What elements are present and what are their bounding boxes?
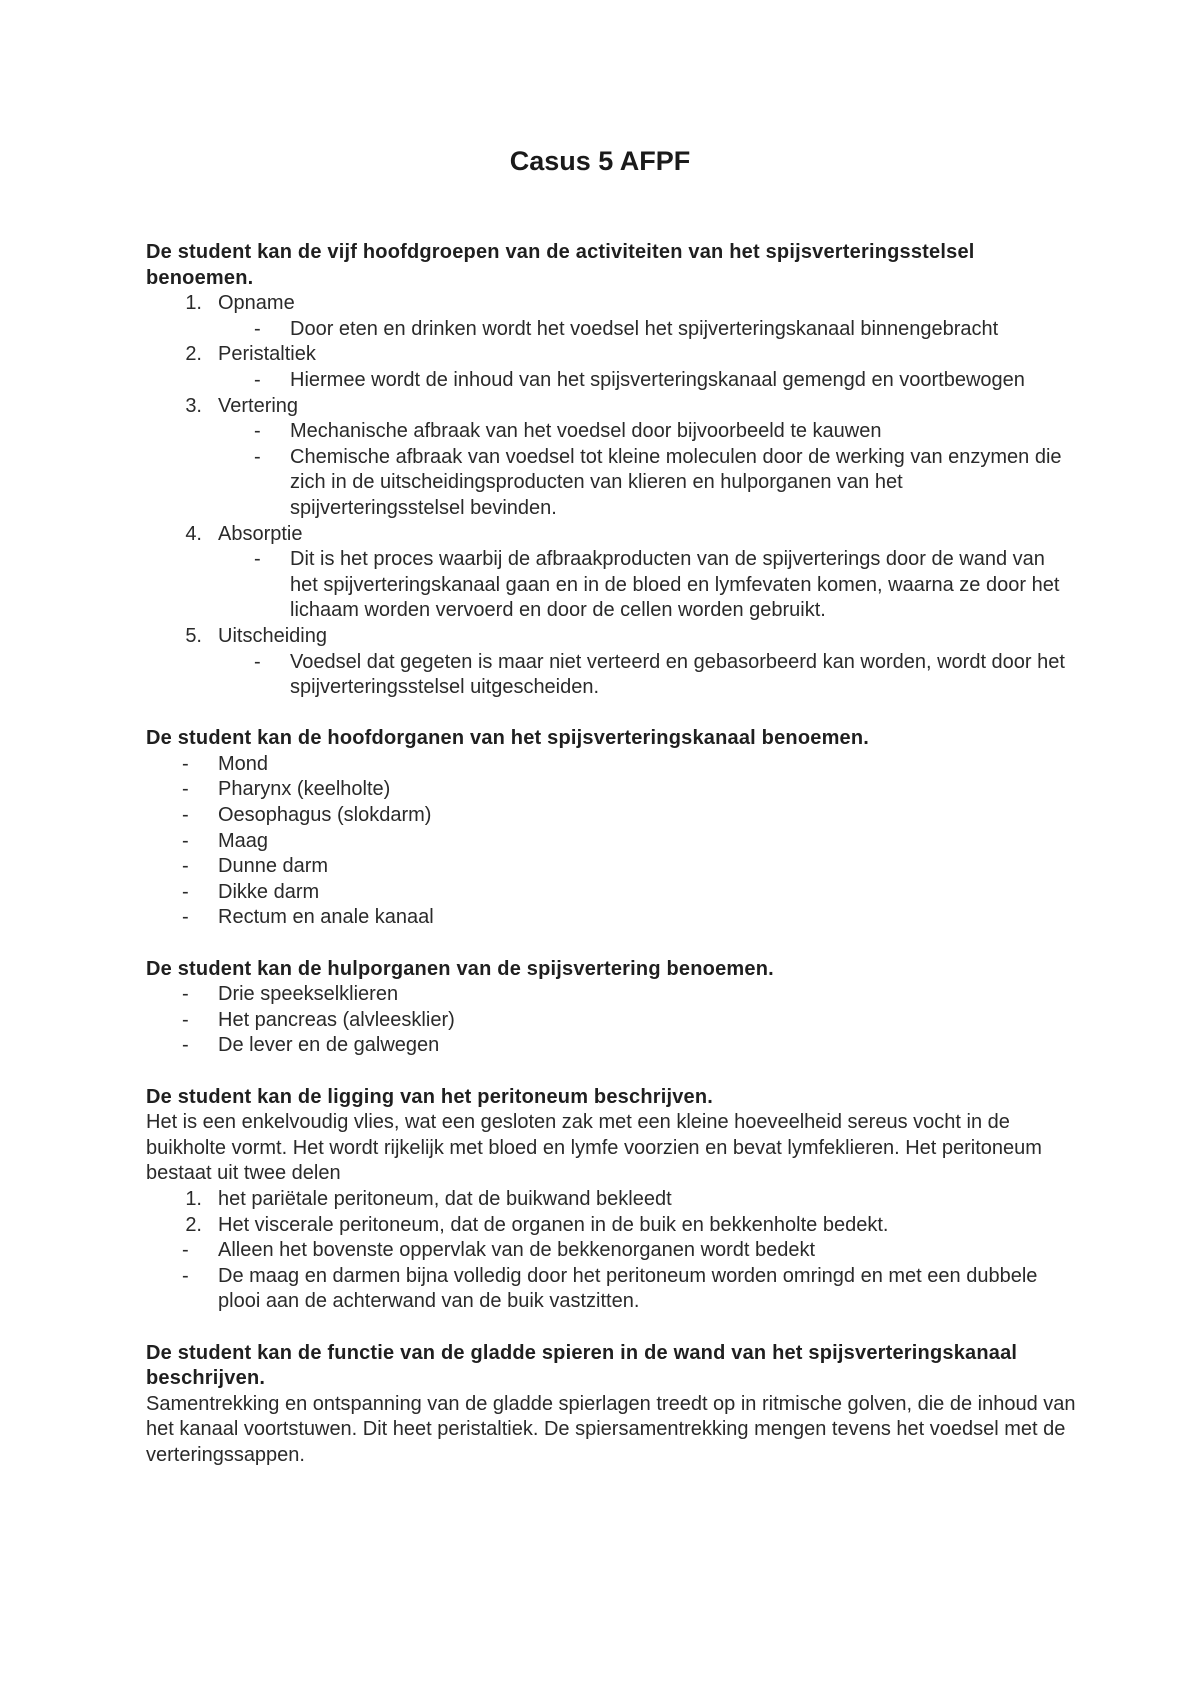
list-item-text: Alleen het bovenste oppervlak van de bekkenorganen wordt bedekt: [218, 1239, 816, 1262]
list-item-text: De maag en darmen bijna volledig door het peritoneum worden omringd en met een dubbele plooi aan de achterwand van de buik vastzitten.: [218, 1264, 1038, 1313]
list-item: [146, 394, 1076, 420]
list-item-text: Dikke darm: [218, 880, 320, 903]
section-heading-smooth-muscle: De student kan de functie van de gladde spieren in de wand van het spijsverteringskanaal beschrijven.: [146, 1341, 1018, 1390]
sub-item-text: Hiermee wordt de inhoud van het spijsverteringskanaal gemengd en voortbewogen: [290, 368, 1025, 391]
list-item-text: De lever en de galwegen: [218, 1034, 440, 1057]
list-item: [146, 777, 1076, 803]
list-item: [146, 1238, 1076, 1264]
dash-bullet: -: [182, 880, 189, 903]
dash-bullet: -: [254, 445, 261, 468]
paragraph: Het is een enkelvoudig vlies, wat een gesloten zak met een kleine hoeveelheid sereus vocht in de buikholte vormt. Het wordt rijkelijk met bloed en lymfe voorzien en bevat lymfeklieren. Het peritoneum bestaat uit twee delen: [146, 1111, 1042, 1185]
list-item: [146, 291, 1076, 317]
list-item: [146, 1187, 1076, 1213]
sub-item: [146, 445, 1076, 522]
document-body: [146, 240, 1076, 1469]
sub-item-text: Mechanische afbraak van het voedsel door bijvoorbeeld te kauwen: [290, 420, 882, 443]
paragraph: Samentrekking en ontspanning van de gladde spierlagen treedt op in ritmische golven, die de inhoud van het kanaal voortstuwen. Dit heet peristaltiek. De spiersamentrekking mengen tevens het voedsel met de verteringssappen.: [146, 1392, 1076, 1466]
list-number: 4.: [185, 522, 202, 545]
list-item: [146, 1264, 1076, 1315]
list-number: 2.: [185, 343, 202, 366]
list-number: 3.: [185, 394, 202, 417]
list-item-label: Absorptie: [218, 522, 303, 545]
list-item-text: Maag: [218, 829, 269, 852]
section-heading-peritoneum: De student kan de ligging van het peritoneum beschrijven.: [146, 1085, 714, 1108]
list-item: [146, 1213, 1076, 1239]
list-item-label: Opname: [218, 292, 295, 315]
dash-bullet: -: [182, 906, 189, 929]
section-heading-main-organs: De student kan de hoofdorganen van het spijsverteringskanaal benoemen.: [146, 727, 870, 750]
list-item: [146, 1008, 1076, 1034]
sub-item: [146, 650, 1076, 701]
dash-bullet: -: [182, 829, 189, 852]
dash-bullet: -: [254, 317, 261, 340]
dash-bullet: -: [182, 778, 189, 801]
list-item-text: Drie speekselklieren: [218, 983, 399, 1006]
dash-bullet: -: [254, 650, 261, 673]
sub-item: [146, 419, 1076, 445]
list-item-label: Peristaltiek: [218, 343, 316, 366]
dash-bullet: -: [182, 1008, 189, 1031]
dash-bullet: -: [254, 368, 261, 391]
list-item-text: Pharynx (keelholte): [218, 778, 391, 801]
dash-bullet: -: [254, 420, 261, 443]
list-item-label: het pariëtale peritoneum, dat de buikwand bekleedt: [218, 1187, 672, 1210]
dash-bullet: -: [182, 1264, 189, 1287]
section-heading-accessory-organs: De student kan de hulporganen van de spijsvertering benoemen.: [146, 957, 774, 980]
list-item-text: Mond: [218, 752, 269, 775]
section-heading-activities: De student kan de vijf hoofdgroepen van de activiteiten van het spijsverteringsstelsel benoemen.: [146, 241, 975, 289]
list-item: [146, 854, 1076, 880]
list-item-label: Uitscheiding: [218, 624, 327, 647]
dash-bullet: -: [182, 804, 189, 827]
list-item-label: Het viscerale peritoneum, dat de organen in de buik en bekkenholte bedekt.: [218, 1213, 889, 1236]
sub-item: [146, 368, 1076, 394]
list-item-text: Het pancreas (alvleesklier): [218, 1008, 455, 1031]
spacer: [146, 931, 1076, 957]
dash-bullet: -: [182, 983, 189, 1006]
sub-item: [146, 317, 1076, 343]
sub-item: [146, 547, 1076, 624]
list-number: 2.: [185, 1213, 202, 1236]
sub-item-text: Voedsel dat gegeten is maar niet verteerd en gebasorbeerd kan worden, wordt door het spijverteringsstelsel uitgescheiden.: [290, 650, 1065, 699]
dash-bullet: -: [182, 855, 189, 878]
list-item: [146, 752, 1076, 778]
list-item: [146, 982, 1076, 1008]
sub-item-text: Dit is het proces waarbij de afbraakproducten van de spijverterings door de wand van het spijverteringskanaal gaan en in de bloed en lymfevaten komen, waarna ze door het lichaam worden vervoerd en door de cellen worden gebruikt.: [290, 548, 1060, 622]
page-title: Casus 5 AFPF: [509, 146, 691, 176]
dash-bullet: -: [182, 1239, 189, 1262]
list-item: [146, 905, 1076, 931]
list-item: [146, 829, 1076, 855]
list-number: 5.: [185, 624, 202, 647]
sub-item-text: Door eten en drinken wordt het voedsel het spijverteringskanaal binnengebracht: [290, 317, 999, 340]
spacer: [146, 1315, 1076, 1341]
dash-bullet: -: [182, 752, 189, 775]
list-number: 1.: [185, 292, 202, 315]
list-number: 1.: [185, 1187, 202, 1210]
list-item: [146, 624, 1076, 650]
list-item: [146, 1033, 1076, 1059]
list-item-label: Vertering: [218, 394, 299, 417]
list-item-text: Dunne darm: [218, 855, 329, 878]
list-item: [146, 522, 1076, 548]
dash-bullet: -: [182, 1034, 189, 1057]
list-item-text: Oesophagus (slokdarm): [218, 804, 432, 827]
sub-item-text: Chemische afbraak van voedsel tot kleine moleculen door de werking van enzymen die zich in de uitscheidingsproducten van klieren en hulporganen van het spijverteringsstelsel bevinden.: [290, 445, 1062, 519]
dash-bullet: -: [254, 548, 261, 571]
list-item: [146, 342, 1076, 368]
spacer: [146, 1059, 1076, 1085]
list-item: [146, 803, 1076, 829]
list-item: [146, 880, 1076, 906]
spacer: [146, 701, 1076, 727]
list-item-text: Rectum en anale kanaal: [218, 906, 434, 929]
